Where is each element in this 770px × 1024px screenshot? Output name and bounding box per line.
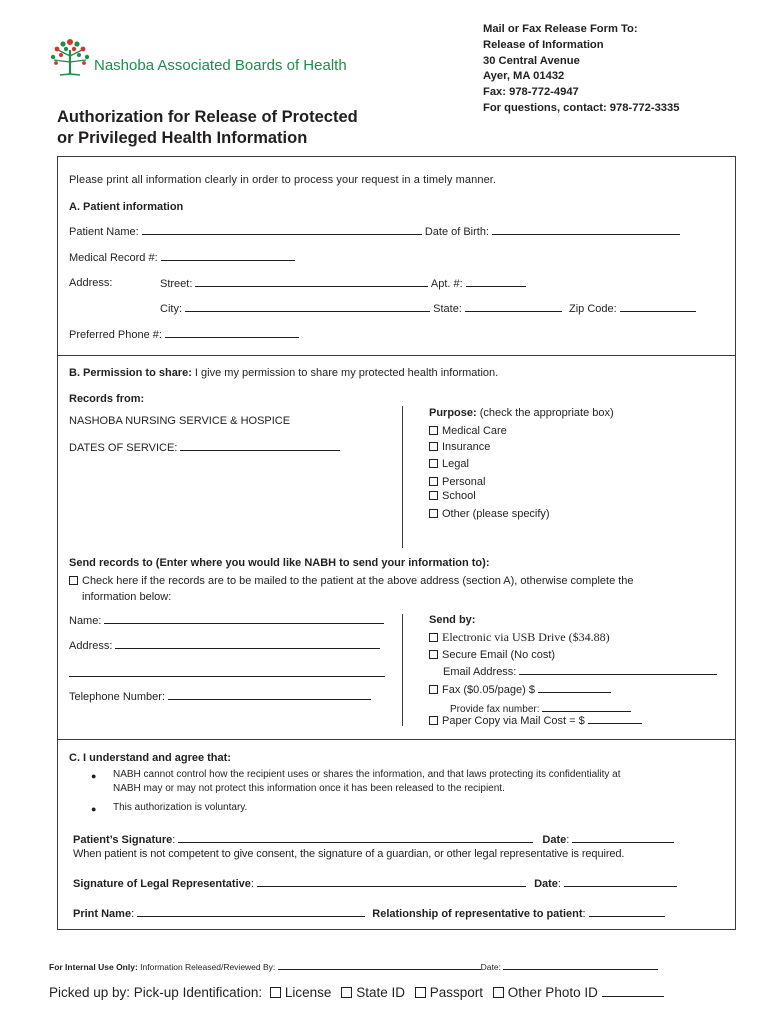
consent-note: When patient is not competent to give consent, the signature of a guardian, or other legal representative is required. — [73, 848, 625, 860]
fax-number-label: Provide fax number: — [450, 704, 540, 715]
patient-name-field[interactable] — [142, 225, 422, 235]
zip-field[interactable] — [620, 302, 696, 312]
checkbox[interactable] — [429, 442, 438, 451]
telephone-label: Telephone Number: — [69, 691, 166, 703]
medical-record-field[interactable] — [161, 251, 295, 261]
other-photo-id-option[interactable]: Other Photo ID — [493, 985, 598, 1000]
agreement-bullet-1: NABH cannot control how the recipient uses or shares the information, and that laws protecting its confidentiality at NABH may or may not protect this information once it has been released to the recipient. — [113, 769, 621, 794]
legal-rep-signature-label: Signature of Legal Representative — [73, 878, 251, 890]
patient-name-row — [69, 225, 680, 238]
city-label: City: — [160, 303, 182, 315]
checkbox[interactable] — [429, 477, 438, 486]
street-field[interactable] — [195, 277, 428, 287]
legal-rep-date-field[interactable] — [564, 877, 677, 887]
recipient-name-label: Name: — [69, 615, 102, 627]
telephone-field[interactable] — [168, 690, 371, 700]
state-id-option[interactable]: State ID — [341, 985, 405, 1000]
send-records-heading: Send records to (Enter where you would like NABH to send your information to): — [69, 557, 490, 569]
dates-of-service-label: DATES OF SERVICE: — [69, 442, 178, 454]
medical-record-label: Medical Record #: — [69, 252, 158, 264]
phone-field[interactable] — [165, 328, 299, 338]
column-divider — [402, 614, 403, 726]
print-name-label: Print Name — [73, 908, 132, 920]
internal-date-field[interactable] — [503, 962, 658, 970]
date-of-birth-field[interactable] — [492, 225, 680, 235]
state-label: State: — [433, 303, 462, 315]
phone-row — [69, 328, 299, 341]
agreement-bullet-2: This authorization is voluntary. — [113, 802, 248, 813]
purpose-option-personal[interactable]: Personal — [429, 476, 485, 488]
checkbox[interactable] — [429, 459, 438, 468]
phone-label: Preferred Phone #: — [69, 329, 162, 341]
city-field[interactable] — [185, 302, 430, 312]
street-label: Street: — [160, 278, 193, 290]
other-photo-id-field[interactable] — [602, 985, 664, 997]
mail-to-patient-checkbox-row[interactable]: Check here if the records are to be mailed to the patient at the above address (section A), otherwise complete the — [69, 575, 634, 587]
patient-signature-label: Patient’s Signature — [73, 834, 173, 846]
section-b-heading: B. Permission to share: I give my permission to share my protected health information. — [69, 367, 499, 379]
released-by-field[interactable] — [278, 962, 481, 970]
mail-line: 30 Central Avenue — [483, 54, 580, 67]
dates-of-service-field[interactable] — [180, 441, 340, 451]
print-name-field[interactable] — [137, 907, 365, 917]
paper-copy-cost-field[interactable] — [588, 714, 642, 724]
medical-record-row — [69, 251, 295, 264]
recipient-name-field[interactable] — [104, 614, 384, 624]
email-address-field[interactable] — [519, 665, 717, 675]
form-border — [57, 156, 736, 930]
print-name-row: Print Name: Relationship of representative to patient: — [73, 907, 665, 920]
purpose-option-insurance[interactable]: Insurance — [429, 441, 490, 453]
section-a-heading: A. Patient information — [69, 201, 184, 213]
purpose-option-other[interactable]: Other (please specify) — [429, 508, 550, 520]
send-by-paper-copy[interactable]: Paper Copy via Mail Cost = $ — [429, 714, 642, 727]
recipient-address-field-line2[interactable] — [69, 676, 385, 677]
checkbox[interactable] — [429, 509, 438, 518]
agency-name: NASHOBA NURSING SERVICE & HOSPICE — [69, 415, 291, 427]
relationship-field[interactable] — [589, 907, 665, 917]
records-from-label: Records from: — [69, 393, 145, 405]
checkbox[interactable] — [493, 987, 504, 998]
fax-number-field[interactable] — [542, 702, 631, 712]
patient-signature-date-field[interactable] — [572, 833, 674, 843]
column-divider — [402, 406, 403, 548]
zip-label: Zip Code: — [569, 303, 617, 315]
street-row — [160, 277, 526, 290]
state-field[interactable] — [465, 302, 562, 312]
patient-name-label: Patient Name: — [69, 226, 139, 238]
mail-line: Release of Information — [483, 38, 604, 51]
checkbox[interactable] — [429, 633, 438, 642]
checkbox[interactable] — [429, 491, 438, 500]
purpose-option-school[interactable]: School — [429, 490, 476, 502]
mail-line: Fax: 978-772-4947 — [483, 86, 579, 99]
passport-option[interactable]: Passport — [415, 985, 483, 1000]
city-row — [160, 302, 696, 315]
checkbox[interactable] — [429, 426, 438, 435]
send-by-fax[interactable]: Fax ($0.05/page) $ — [429, 683, 611, 696]
recipient-address-field[interactable] — [115, 639, 380, 649]
instructions-text: Please print all information clearly in order to process your request in a timely manner. — [69, 174, 497, 186]
telephone-row — [69, 690, 371, 703]
section-divider — [57, 355, 736, 356]
mail-check-continuation: information below: — [82, 591, 172, 603]
checkbox[interactable] — [341, 987, 352, 998]
purpose-option-legal[interactable]: Legal — [429, 458, 469, 470]
mail-line: Mail or Fax Release Form To: — [483, 23, 638, 35]
relationship-label: Relationship of representative to patient — [372, 908, 583, 920]
purpose-label: Purpose: (check the appropriate box) — [429, 407, 614, 419]
date-of-birth-label: Date of Birth: — [424, 226, 490, 238]
section-c-heading: C. I understand and agree that: — [69, 752, 231, 764]
patient-signature-field[interactable] — [178, 833, 533, 843]
internal-use-row: For Internal Use Only: Information Released/Reviewed By: Date: — [49, 962, 658, 972]
section-divider — [57, 739, 736, 740]
bullet-icon: ● — [91, 771, 97, 781]
mail-line: For questions, contact: 978-772-3335 — [483, 101, 680, 114]
pickup-row — [49, 985, 664, 1000]
picked-up-label: Picked up by: Pick-up Identification: — [49, 985, 263, 1000]
apt-label: Apt. #: — [430, 278, 463, 290]
purpose-option-medical-care[interactable]: Medical Care — [429, 425, 507, 437]
legal-rep-signature-field[interactable] — [257, 877, 526, 887]
legal-rep-signature-row: Signature of Legal Representative: Date: — [73, 877, 677, 890]
email-address-label: Email Address: — [443, 666, 517, 678]
recipient-name-row — [69, 614, 384, 627]
fax-cost-field[interactable] — [538, 683, 611, 693]
checkbox[interactable] — [69, 576, 78, 585]
mail-to-address-block — [483, 22, 679, 117]
legal-rep-date-label: Date — [534, 878, 558, 890]
patient-signature-date-label: Date — [542, 834, 567, 846]
organization-name: Nashoba Associated Boards of Health — [94, 57, 347, 74]
send-by-electronic-usb[interactable]: Electronic via USB Drive ($34.88) — [429, 630, 610, 645]
checkbox[interactable] — [429, 650, 438, 659]
apt-field[interactable] — [466, 277, 526, 287]
checkbox[interactable] — [270, 987, 281, 998]
dates-of-service-row — [69, 441, 340, 454]
checkbox[interactable] — [429, 716, 438, 725]
checkbox[interactable] — [429, 685, 438, 694]
nabh-logo-tree-icon — [48, 36, 92, 76]
patient-signature-row: Patient’s Signature: Date: — [73, 833, 674, 846]
email-address-row — [443, 665, 717, 678]
recipient-address-row — [69, 639, 380, 652]
address-label: Address: — [69, 277, 113, 289]
bullet-icon: ● — [91, 804, 97, 814]
license-option[interactable]: License — [270, 985, 332, 1000]
mail-line: Ayer, MA 01432 — [483, 70, 565, 83]
recipient-address-label: Address: — [69, 640, 113, 652]
document-title: Authorization for Release of Protected or Privileged Health Information — [57, 108, 358, 147]
send-by-label: Send by: — [429, 614, 476, 626]
checkbox[interactable] — [415, 987, 426, 998]
send-by-secure-email[interactable]: Secure Email (No cost) — [429, 649, 555, 661]
